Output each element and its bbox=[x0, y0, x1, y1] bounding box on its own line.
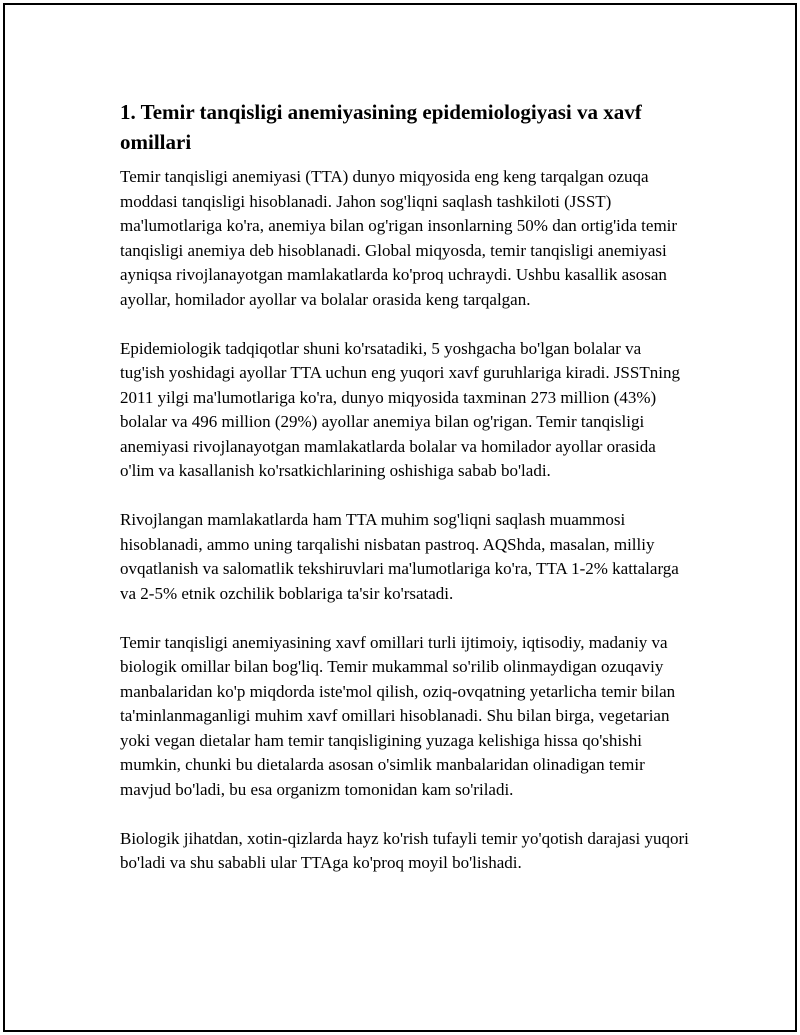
section-heading: 1. Temir tanqisligi anemiyasining epidemiologiyasi va xavf omillari bbox=[120, 100, 642, 154]
paragraph-biological-factors: Biologik jihatdan, xotin-qizlarda hayz ko'rish tufayli temir yo'qotish darajasi yuqori bo'ladi va shu sababli ular TTAga ko'proq moyil bo'lishadi. bbox=[120, 828, 689, 872]
paragraph-developed-countries: Rivojlangan mamlakatlarda ham TTA muhim sog'liqni saqlash muammosi hisoblanadi, ammo uning tarqalishi nisbatan pastroq. AQShda, masalan, milliy ovqatlanish va salomatlik tekshiruvlari ma'lumotlariga ko'ra, TTA 1-2% kattalarga va 2-5% etnik ozchilik boblariga ta'sir ko'rsatadi. bbox=[120, 510, 679, 603]
paragraph-prevalence: Temir tanqisligi anemiyasi (TTA) dunyo miqyosida eng keng tarqalgan ozuqa moddasi tanqisligi hisoblanadi. Jahon sog'liqni saqlash tashkiloti (JSST) ma'lumotlariga ko'ra, anemiya bilan og'rigan insonlarning 50% dan ortig'ida temir tanqisligi anemiya deb hisoblanadi. Global miqyosda, temir tanqisligi anemiyasi ayniqsa rivojlanayotgan mamlakatlarda ko'proq uchraydi. Ushbu kasallik asosan ayollar, homilador ayollar va bolalar orasida keng tarqalgan. bbox=[120, 167, 678, 309]
document-body bbox=[120, 97, 690, 900]
page-frame bbox=[3, 3, 797, 1032]
paragraph-risk-factors: Temir tanqisligi anemiyasining xavf omillari turli ijtimoiy, iqtisodiy, madaniy va biologik omillar bilan bog'liq. Temir mukammal so'rilib olinmaydigan ozuqaviy manbalaridan ko'p miqdorda iste'mol qilish, oziq-ovqatning yetarlicha temir bilan ta'minlanmaganligi muhim xavf omillari hisoblanadi. Shu bilan birga, vegetarian yoki vegan dietalar ham temir tanqisligining yuzaga kelishiga hissa qo'shishi mumkin, chunki bu dietalarda asosan o'simlik manbalaridan olinadigan temir mavjud bo'ladi, bu esa organizm tomonidan kam so'riladi. bbox=[120, 632, 676, 799]
paragraph-risk-groups: Epidemiologik tadqiqotlar shuni ko'rsatadiki, 5 yoshgacha bo'lgan bolalar va tug'ish yoshidagi ayollar TTA uchun eng yuqori xavf guruhlariga kiradi. JSSTning 2011 yilgi ma'lumotlariga ko'ra, dunyo miqyosida taxminan 273 million (43%) bolalar va 496 million (29%) ayollar anemiya bilan og'rigan. Temir tanqisligi anemiyasi rivojlanayotgan mamlakatlarda bolalar va homilador ayollar orasida o'lim va kasallanish ko'rsatkichlarining oshishiga sabab bo'ladi. bbox=[120, 338, 680, 480]
